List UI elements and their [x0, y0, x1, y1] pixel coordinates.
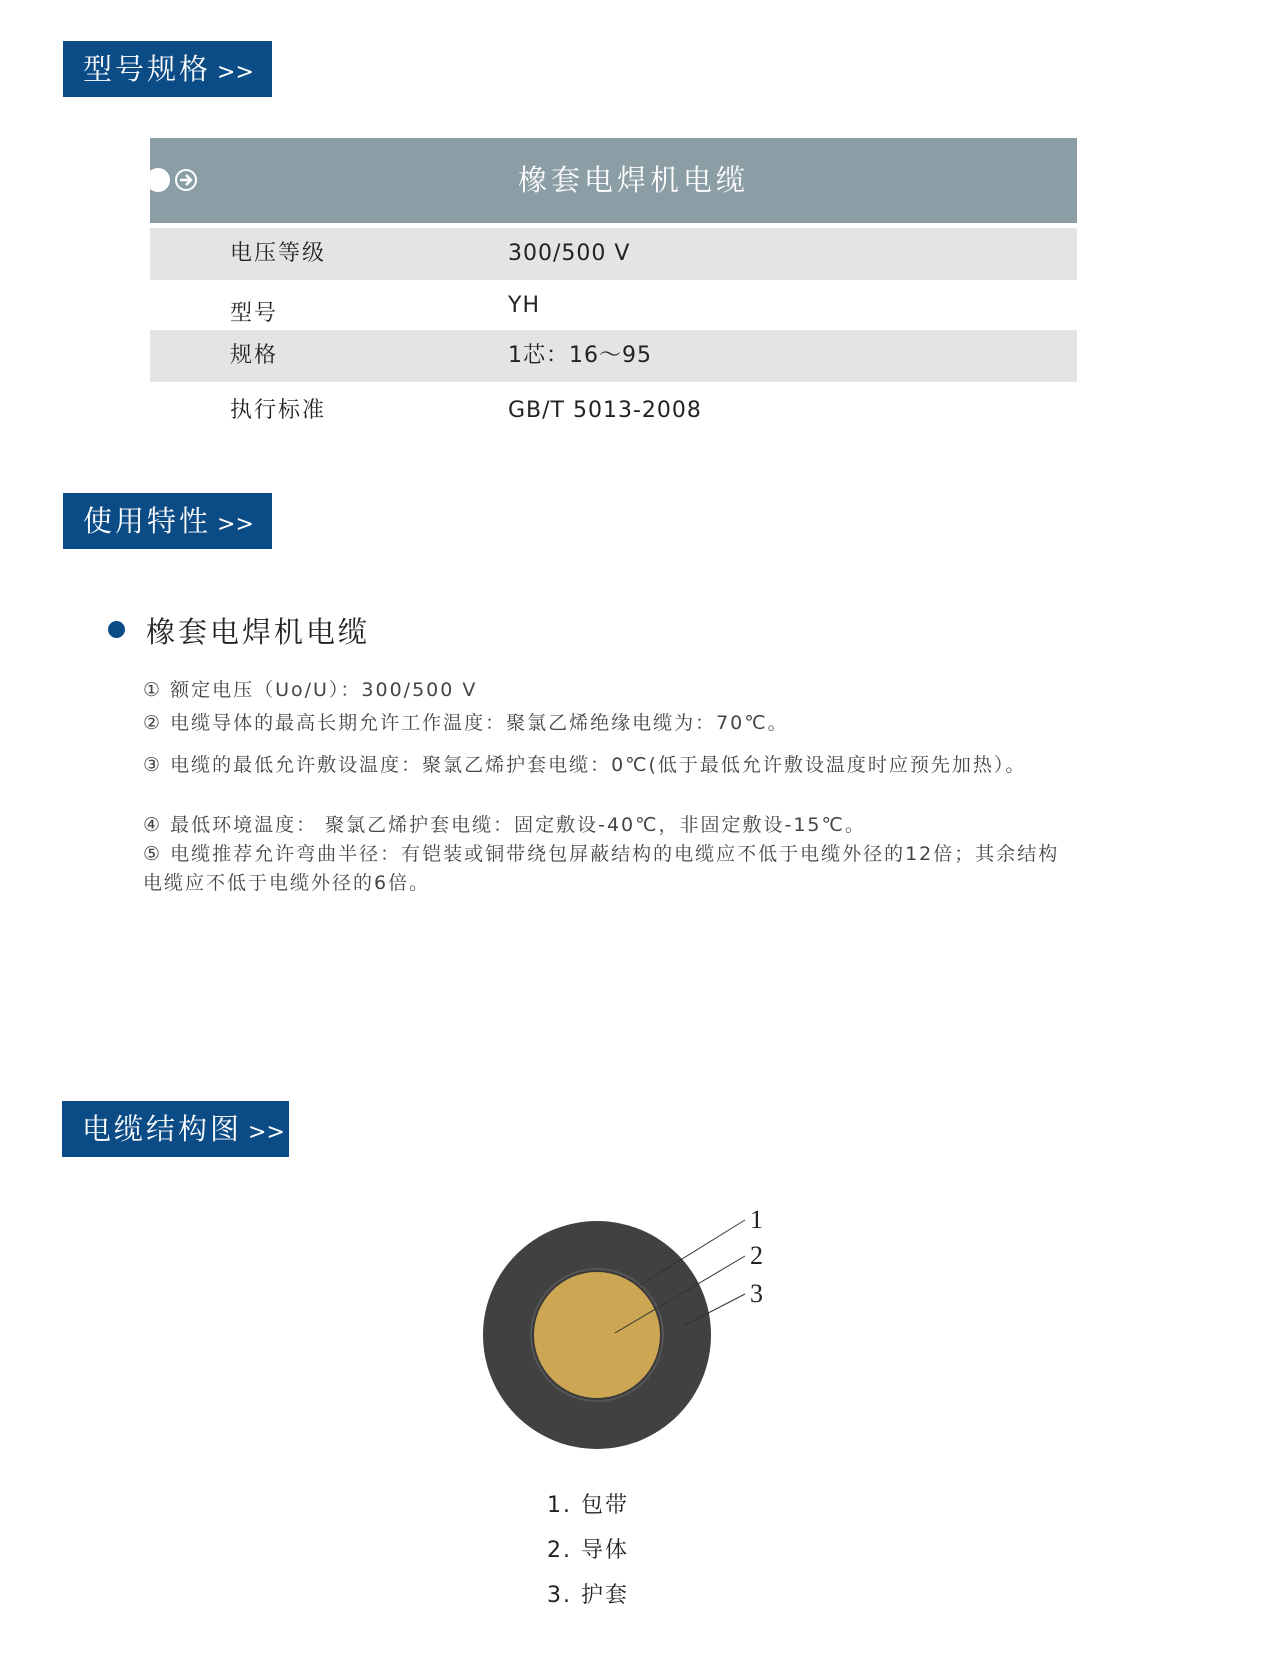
section-tag-spec [63, 41, 272, 97]
section-tag-spec-label: 型号规格 [83, 52, 212, 86]
spec-row-standard [150, 385, 1077, 437]
feature-item: ④ 最低环境温度： 聚氯乙烯护套电缆：固定敷设-40℃，非固定敷设-15℃。 [143, 814, 866, 836]
spec-row-voltage [150, 228, 1077, 280]
spec-table-header [150, 138, 1077, 223]
spec-key: 规格 [230, 343, 279, 368]
feature-item: ⑤ 电缆推荐允许弯曲半径：有铠装或铜带绕包屏蔽结构的电缆应不低于电缆外径的12倍；其余结构电缆应不低于电缆外径的6倍。 [143, 843, 1060, 894]
feature-item: ③ 电缆的最低允许敷设温度：聚氯乙烯护套电缆：0℃(低于最低允许敷设温度时应预先加热）。 [143, 754, 1027, 776]
callout-label-1: 1 [750, 1205, 763, 1234]
spec-value: 1芯：16～95 [508, 343, 652, 368]
spec-value: YH [508, 293, 540, 318]
legend-item: 3. 护套 [547, 1583, 629, 1608]
spec-table-title: 橡套电焊机电缆 [517, 163, 749, 197]
spec-key: 执行标准 [230, 398, 327, 423]
bullet-icon [108, 621, 125, 638]
legend-item: 2. 导体 [547, 1538, 629, 1563]
section-tag-structure-label: 电缆结构图 [82, 1112, 243, 1146]
features-title: 橡套电焊机电缆 [146, 615, 371, 649]
section-tag-features-label: 使用特性 [83, 504, 212, 538]
spec-key: 型号 [230, 301, 279, 326]
callout-label-3: 3 [750, 1279, 763, 1308]
spec-value: 300/500 V [508, 241, 631, 266]
section-tag-arrows: >> [248, 1120, 285, 1145]
section-tag-structure [62, 1101, 289, 1157]
spec-value: GB/T 5013-2008 [508, 398, 702, 423]
legend-item: 1. 包带 [547, 1493, 629, 1518]
spec-row-model [150, 282, 1077, 334]
cable-cross-section-diagram [470, 1190, 790, 1460]
feature-item: ① 额定电压（Uo/U）：300/500 V [143, 679, 478, 701]
conductor-core [534, 1272, 660, 1398]
callout-label-2: 2 [750, 1241, 763, 1270]
section-tag-features [63, 493, 272, 549]
spec-row-size [150, 330, 1077, 382]
feature-item: ② 电缆导体的最高长期允许工作温度：聚氯乙烯绝缘电缆为：70℃。 [143, 712, 789, 734]
section-tag-arrows: >> [217, 512, 254, 537]
spec-key: 电压等级 [230, 241, 327, 266]
section-tag-arrows: >> [217, 60, 254, 85]
